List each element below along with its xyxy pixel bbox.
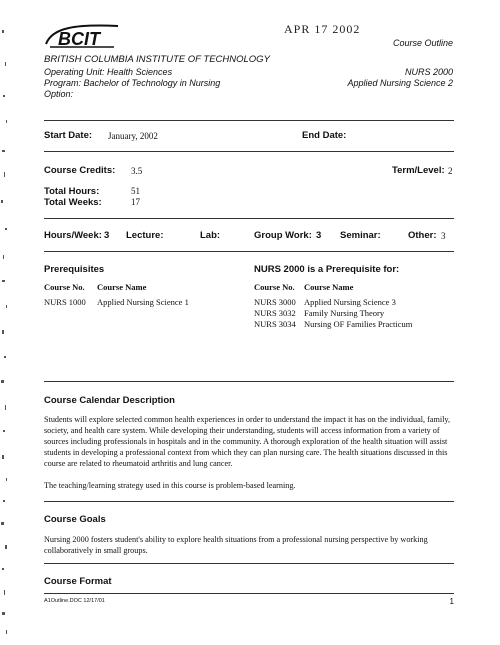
lab-label: Lab: [200, 230, 221, 241]
total-hours-value: 51 [131, 186, 140, 196]
total-weeks-label: Total Weeks: [44, 197, 102, 208]
prereq-course-no: NURS 1000 [44, 297, 86, 307]
page-number: 1 [449, 597, 454, 606]
prereq-col-no: Course No. [44, 282, 85, 292]
course-goals-text: Nursing 2000 fosters student's ability to explore health situations from a professional nursing perspective by working collaboratively in small groups. [44, 535, 428, 555]
doc-type: Course Outline [392, 38, 453, 48]
prereq-for-course-name: Nursing OF Families Practicum [304, 319, 413, 329]
hours-week-label: Hours/Week: [44, 230, 102, 241]
calendar-description-heading: Course Calendar Description [44, 395, 175, 406]
prereq-for-course-name: Family Nursing Theory [304, 308, 385, 318]
received-stamp: APR 17 2002 [284, 22, 361, 36]
divider [44, 218, 454, 219]
course-goals-heading: Course Goals [44, 514, 106, 525]
prereq-for-course-no: NURS 3032 [254, 308, 296, 318]
group-work-label: Group Work: [254, 230, 312, 241]
other-value: 3 [441, 231, 446, 241]
divider [44, 120, 454, 121]
prereq-for-col-no: Course No. [254, 282, 295, 292]
prereq-for-course-no: NURS 3000 [254, 297, 296, 307]
prereq-for-col-name: Course Name [304, 282, 354, 292]
group-work-value: 3 [316, 230, 322, 241]
divider [44, 251, 454, 252]
total-weeks-value: 17 [131, 197, 140, 207]
total-hours-label: Total Hours: [44, 186, 100, 197]
calendar-description-text: Students will explore selected common health experiences in order to understand the impact it has on the individual, family, society, and health care system. While developing their understanding, students will access information from a variety of sources including professionals in hospitals and in the community. A thorough exploration of the health situation will assist students in developing a professional context from which they can plan nursing care. The health situations discussed in this course are related to rheumatoid arthritis and lung cancer. [44, 415, 451, 468]
end-date-label: End Date: [302, 130, 347, 141]
other-label: Other: [408, 230, 437, 241]
footer-divider [44, 593, 454, 594]
program: Program: Bachelor of Technology in Nursing [44, 78, 221, 88]
institution-name: BRITISH COLUMBIA INSTITUTE OF TECHNOLOGY [44, 54, 270, 65]
lecture-label: Lecture: [126, 230, 164, 241]
divider [44, 151, 454, 152]
prerequisite-for-heading: NURS 2000 is a Prerequisite for: [254, 264, 400, 275]
hours-week-value: 3 [104, 230, 110, 241]
prerequisites-heading: Prerequisites [44, 264, 105, 275]
course-title: Applied Nursing Science 2 [347, 78, 453, 88]
course-code: NURS 2000 [404, 67, 453, 77]
prereq-col-name: Course Name [97, 282, 147, 292]
course-credits-label: Course Credits: [44, 165, 116, 176]
course-format-heading: Course Format [44, 576, 112, 587]
start-date-label: Start Date: [44, 130, 93, 141]
footer-file-info: A1Outline.DOC 12/17/01 [44, 598, 105, 604]
prereq-course-name: Applied Nursing Science 1 [97, 297, 189, 307]
scan-edge-noise [0, 0, 12, 645]
divider [44, 501, 454, 502]
teaching-strategy-text: The teaching/learning strategy used in this course is problem-based learning. [44, 481, 296, 490]
divider [44, 563, 454, 564]
term-level-value: 2 [448, 166, 453, 176]
bcit-logo [44, 22, 120, 50]
prereq-for-course-no: NURS 3034 [254, 319, 296, 329]
seminar-label: Seminar: [340, 230, 381, 241]
divider [44, 381, 454, 382]
logo-text: BCIT [58, 29, 100, 49]
prereq-for-course-name: Applied Nursing Science 3 [304, 297, 396, 307]
option: Option: [44, 89, 74, 99]
operating-unit: Operating Unit: Health Sciences [44, 67, 173, 77]
term-level-label: Term/Level: [392, 165, 445, 176]
course-credits-value: 3.5 [131, 166, 143, 176]
start-date-value: January, 2002 [108, 131, 158, 141]
